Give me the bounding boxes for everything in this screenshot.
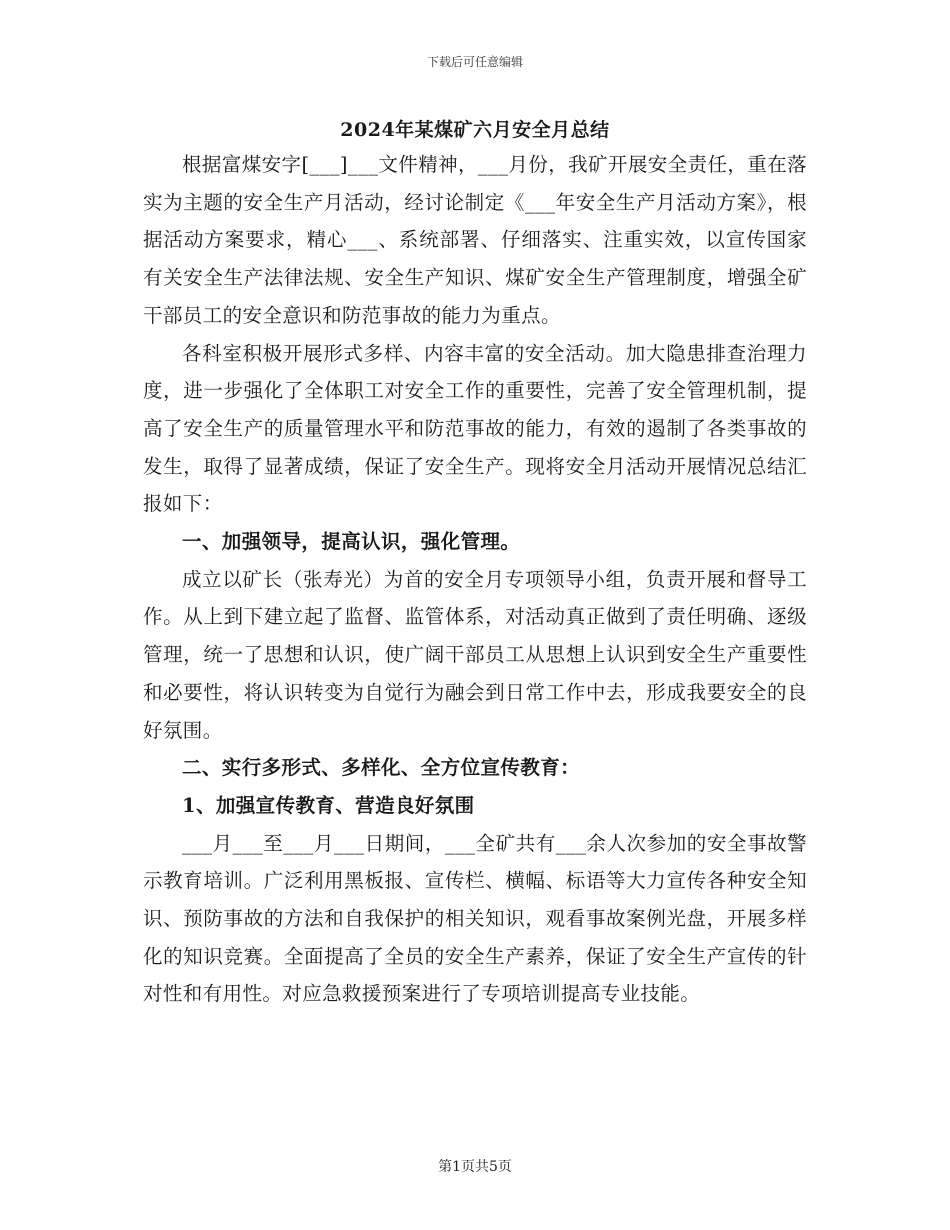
paragraph: ___月___至___月___日期间，___全矿共有___余人次参加的安全事故警示教育培训。广泛利用黑板报、宣传栏、横幅、标语等大力宣传各种安全知识、预防事故的方法和自我保护的相关知识，观看事故案例光盘，开展多样化的知识竞赛。全面提高了全员的安全生产素养，保证了安全生产宣传的针对性和有用性。对应急救援预案进行了专项培训提高专业技能。 [143,831,807,1006]
subsection-heading: 1、加强宣传教育、营造良好氛围 [182,793,475,817]
section-heading: 二、实行多形式、多样化、全方位宣传教育： [182,756,581,780]
paragraph: 各科室积极开展形式多样、内容丰富的安全活动。加大隐患排查治理力度，进一步强化了全体职工对安全工作的重要性，完善了安全管理机制，提高了安全生产的质量管理水平和防范事故的能力，有效的遏制了各类事故的发生，取得了显著成绩，保证了安全生产。现将安全月活动开展情况总结汇报如下： [143,341,807,516]
document-title: 2024年某煤矿六月安全月总结 [340,119,610,141]
paragraph: 成立以矿长（张寿光）为首的安全月专项领导小组，负责开展和督导工作。从上到下建立起了监督、监管体系，对活动真正做到了责任明确、逐级管理，统一了思想和认识，使广阔干部员工从思想上认识到安全生产重要性和必要性，将认识转变为自觉行为融会到日常工作中去，形成我要安全的良好氛围。 [143,567,807,742]
page-footer: 第1页共5页 [438,1159,512,1175]
page-header: 下载后可任意编辑 [426,55,523,69]
document-body [143,146,807,1013]
section-heading: 一、加强领导，提高认识，强化管理。 [182,530,521,554]
paragraph: 根据富煤安字[___]___文件精神，___月份，我矿开展安全责任，重在落实为主题的安全生产月活动，经讨论制定《___年安全生产月活动方案》，根据活动方案要求，精心___、系统部署、仔细落实、注重实效，以宣传国家有关安全生产法律法规、安全生产知识、煤矿安全生产管理制度，增强全矿干部员工的安全意识和防范事故的能力为重点。 [143,153,807,327]
